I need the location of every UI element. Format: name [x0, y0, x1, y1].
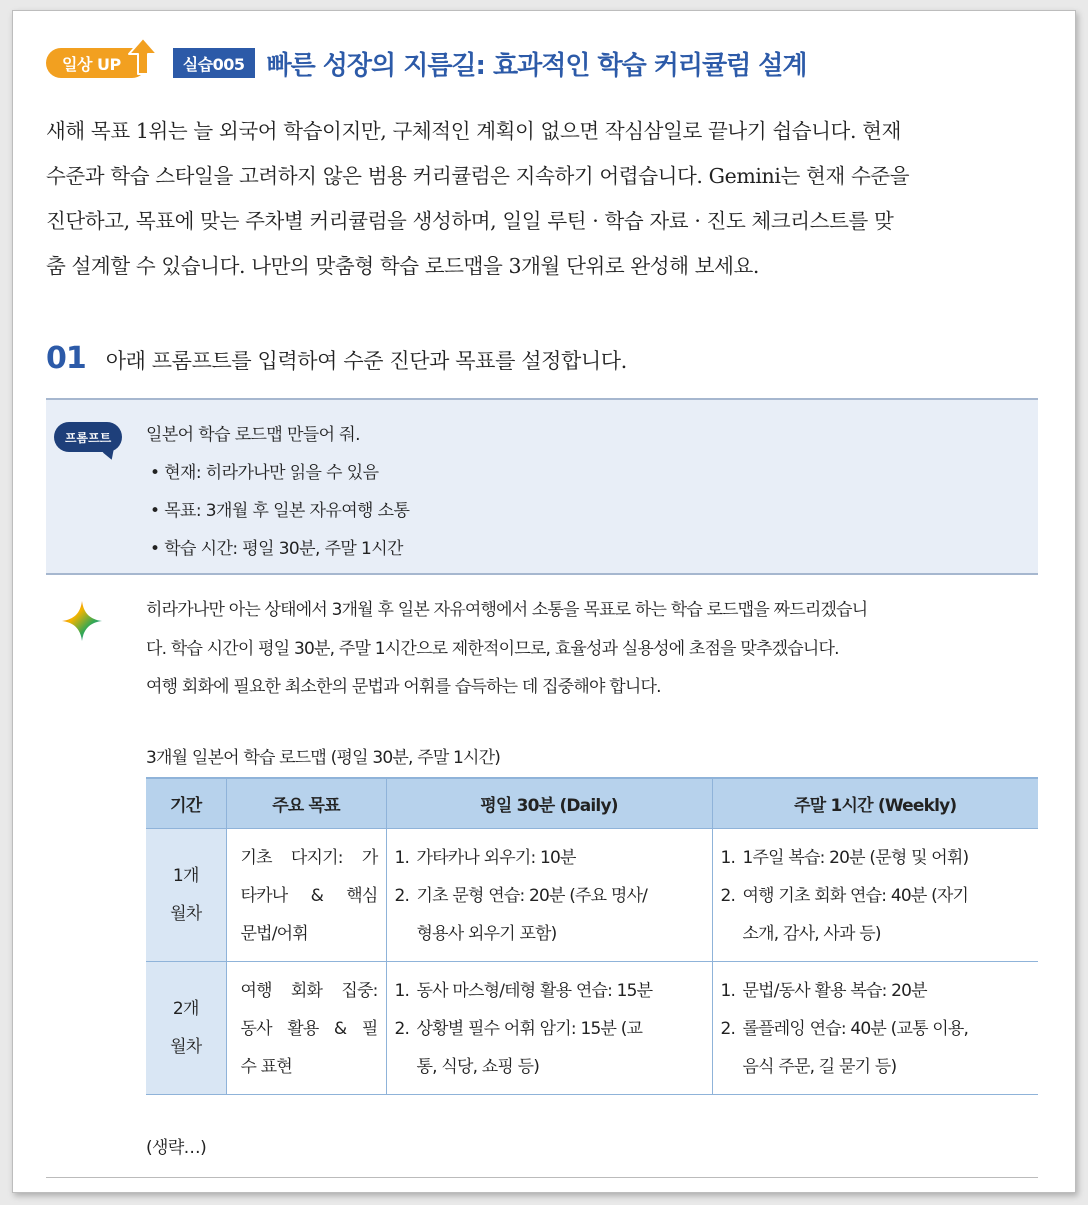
table-caption: 3개월 일본어 학습 로드맵 (평일 30분, 주말 1시간) [146, 748, 501, 768]
table-header-row [146, 778, 1038, 828]
list-text: 상황별 필수 어휘 암기: 15분 (교 [416, 1018, 643, 1039]
list-number: 2. [720, 885, 736, 906]
list-text: 소개, 감사, 사과 등) [742, 923, 881, 944]
weekly-cell [712, 961, 1038, 1094]
list-text: 형용사 외우기 포함) [416, 923, 557, 944]
step-heading [46, 341, 627, 376]
list-text: 1주일 복습: 20분 (문형 및 어휘) [742, 847, 969, 868]
step-number: 01 [46, 341, 86, 376]
list-number: 2. [394, 885, 410, 906]
daily-up-label: 일상 UP [62, 54, 121, 74]
intro-line: 진단하고, 목표에 맞는 주차별 커리큘럼을 생성하며, 일일 루틴 · 학습 자료 · 진도 체크리스트를 맞 [46, 209, 894, 233]
list-item [721, 972, 1031, 1010]
intro-line: 수준과 학습 스타일을 고려하지 않은 범용 커리큘럼은 지속하기 어렵습니다. Gemini는 현재 수준을 [46, 164, 910, 188]
prompt-box [46, 398, 1038, 575]
list-item [721, 1010, 1031, 1086]
daily-cell [386, 961, 712, 1094]
prompt-bullet: • 목표: 3개월 후 일본 자유여행 소통 [150, 501, 410, 521]
list-number: 2. [394, 1018, 410, 1039]
intro-line: 새해 목표 1위는 늘 외국어 학습이지만, 구체적인 계획이 없으면 작심삼일로 끝나기 쉽습니다. 현재 [46, 119, 901, 143]
column-header: 주말 1시간 (Weekly) [712, 778, 1038, 828]
omitted-note: (생략…) [146, 1138, 207, 1158]
intro-paragraph [46, 109, 1046, 289]
exercise-code-badge: 실습005 [173, 48, 255, 78]
period-text: 1개 [172, 865, 199, 886]
response-line: 다. 학습 시간이 평일 30분, 주말 1시간으로 제한적이므로, 효율성과 실용성에 초점을 맞추겠습니다. [146, 638, 839, 659]
list-item [395, 972, 704, 1010]
daily-cell [386, 828, 712, 961]
list-number: 1. [394, 980, 410, 1001]
list-item [395, 1010, 704, 1086]
page-title: 빠른 성장의 지름길: 효과적인 학습 커리큘럼 설계 [266, 50, 807, 81]
divider [46, 1177, 1038, 1178]
ai-response [146, 591, 1016, 707]
column-header: 주요 목표 [226, 778, 386, 828]
goal-text: 기초 다지기: 가 [240, 847, 378, 868]
list-text: 통, 식당, 쇼핑 등) [416, 1056, 540, 1077]
period-text: 월차 [170, 1036, 202, 1057]
goal-cell [226, 961, 386, 1094]
list-item [395, 877, 704, 953]
table-row [146, 828, 1038, 961]
goal-text: 여행 회화 집중: [240, 980, 378, 1001]
list-text: 롤플레잉 연습: 40분 (교통 이용, [742, 1018, 969, 1039]
up-arrow-icon [127, 36, 159, 76]
list-text: 가타카나 외우기: 10분 [416, 847, 576, 868]
list-text: 여행 기초 회화 연습: 40분 (자기 [742, 885, 969, 906]
list-number: 1. [720, 847, 736, 868]
gemini-sparkle-icon [60, 599, 104, 643]
list-number: 1. [720, 980, 736, 1001]
daily-up-badge [46, 48, 147, 78]
list-number: 2. [720, 1018, 736, 1039]
response-line: 히라가나만 아는 상태에서 3개월 후 일본 자유여행에서 소통을 목표로 하는 학습 로드맵을 짜드리겠습니 [146, 600, 868, 620]
response-line: 여행 회화에 필요한 최소한의 문법과 어휘를 습득하는 데 집중해야 합니다. [146, 677, 661, 697]
list-text: 동사 마스형/테형 활용 연습: 15분 [416, 980, 653, 1001]
list-text: 기초 문형 연습: 20분 (주요 명사/ [416, 885, 648, 906]
prompt-text [146, 416, 409, 568]
prompt-bullet: • 현재: 히라가나만 읽을 수 있음 [150, 463, 379, 483]
step-instruction: 아래 프롬프트를 입력하여 수준 진단과 목표를 설정합니다. [105, 349, 627, 373]
intro-line: 춤 설계할 수 있습니다. 나만의 맞춤형 학습 로드맵을 3개월 단위로 완성해 보세요. [46, 254, 760, 278]
column-header: 평일 30분 (Daily) [386, 778, 712, 828]
document-page [12, 10, 1076, 1193]
prompt-bullet: • 학습 시간: 평일 30분, 주말 1시간 [150, 539, 403, 559]
column-header: 기간 [146, 778, 226, 828]
prompt-line: 일본어 학습 로드맵 만들어 줘. [146, 425, 360, 445]
prompt-badge: 프롬프트 [54, 422, 122, 452]
list-text: 음식 주문, 길 묻기 등) [742, 1056, 897, 1077]
goal-text: 문법/어휘 [240, 923, 308, 944]
list-number: 1. [394, 847, 410, 868]
period-cell [146, 961, 226, 1094]
goal-text: 타카나 & 핵심 [240, 885, 378, 906]
weekly-cell [712, 828, 1038, 961]
list-item [721, 877, 1031, 953]
list-item [395, 839, 704, 877]
table-row [146, 961, 1038, 1094]
goal-text: 수 표현 [240, 1056, 292, 1077]
goal-cell [226, 828, 386, 961]
period-text: 월차 [170, 903, 202, 924]
roadmap-table [146, 777, 1038, 1095]
period-text: 2개 [172, 998, 199, 1019]
list-item [721, 839, 1031, 877]
list-text: 문법/동사 활용 복습: 20분 [742, 980, 927, 1001]
section-header [46, 39, 807, 87]
period-cell [146, 828, 226, 961]
goal-text: 동사 활용 & 필 [240, 1018, 378, 1039]
